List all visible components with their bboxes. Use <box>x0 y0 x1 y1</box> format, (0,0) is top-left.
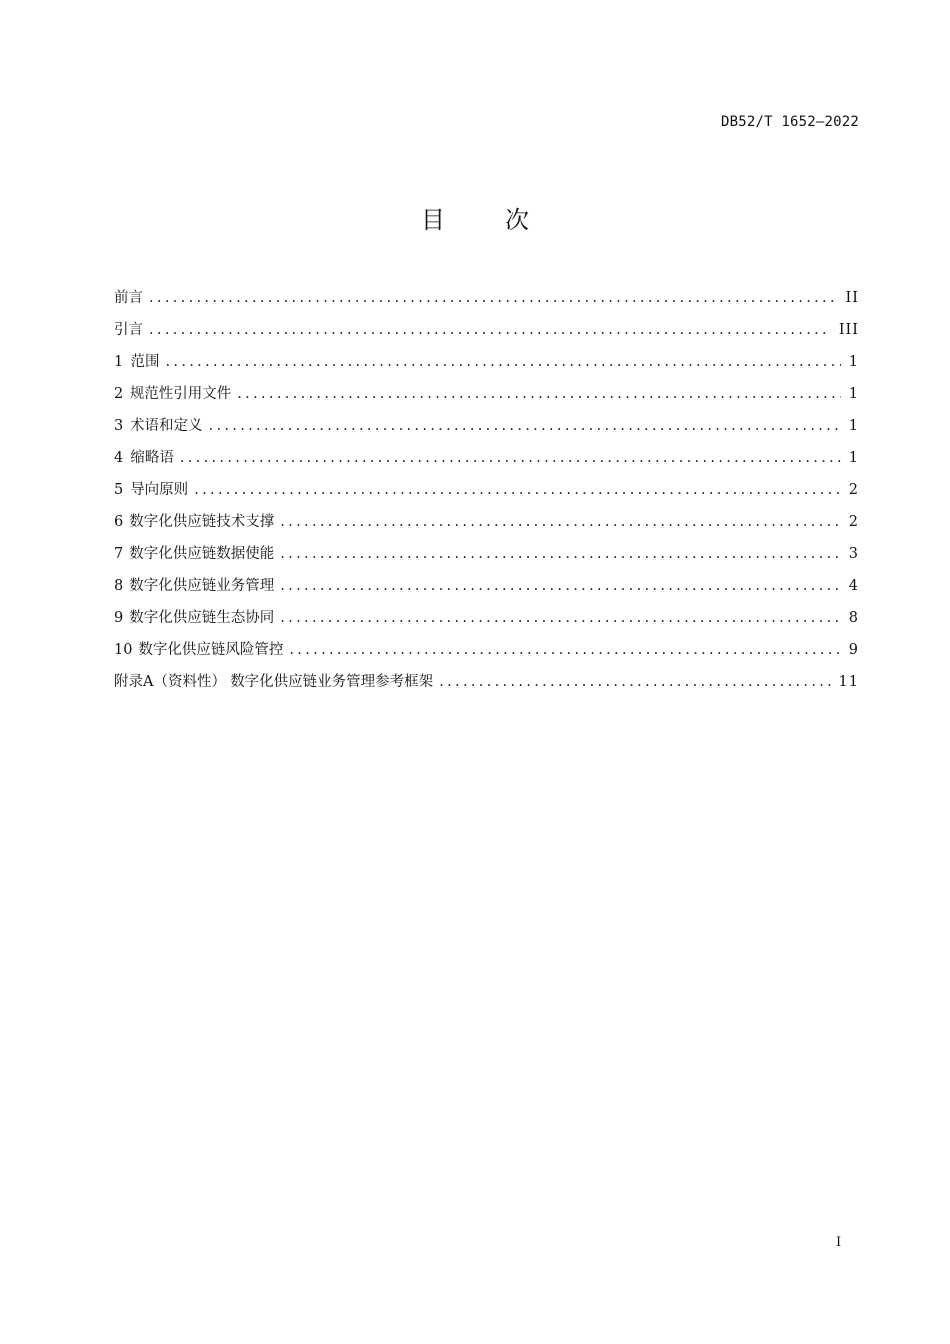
toc-entry-number: 8 <box>114 578 124 594</box>
toc-leader-dots <box>180 446 841 470</box>
toc-entry-label: 引言 <box>114 322 143 338</box>
toc-entry-introduction[interactable] <box>114 318 859 350</box>
toc-entry-8[interactable] <box>114 574 859 606</box>
toc-entry-label: 数字化供应链数据使能 <box>129 546 275 562</box>
toc-entry-page: III <box>838 322 859 338</box>
toc-entry-page: 1 <box>848 354 859 370</box>
toc-entry-page: 9 <box>848 642 859 658</box>
toc-entry-page: II <box>845 290 859 306</box>
toc-entry-label: 数字化供应链技术支撑 <box>129 514 275 530</box>
toc-entry-foreword[interactable] <box>114 286 859 318</box>
toc-entry-label: 数字化供应链生态协同 <box>129 610 275 626</box>
toc-entry-label: 数字化供应链业务管理 <box>129 578 275 594</box>
title-char-1: 目 <box>421 206 445 234</box>
toc-entry-5[interactable] <box>114 478 859 510</box>
toc-entry-number: 4 <box>114 450 124 466</box>
toc-entry-9[interactable] <box>114 606 859 638</box>
toc-entry-page: 11 <box>838 674 859 690</box>
toc-entry-page: 8 <box>848 610 859 626</box>
toc-entry-label: 缩略语 <box>130 450 174 466</box>
toc-leader-dots <box>439 670 830 694</box>
toc-entry-page: 2 <box>848 514 859 530</box>
toc-entry-number: 2 <box>114 386 124 402</box>
toc-entry-4[interactable] <box>114 446 859 478</box>
toc-leader-dots <box>280 574 841 598</box>
toc-entry-6[interactable] <box>114 510 859 542</box>
toc-entry-number: 1 <box>114 354 124 370</box>
toc-entry-1[interactable] <box>114 350 859 382</box>
toc-leader-dots <box>149 318 831 342</box>
toc-entry-label: 数字化供应链业务管理参考框架 <box>230 674 434 690</box>
toc-entry-10[interactable] <box>114 638 859 670</box>
toc-entry-page: 2 <box>848 482 859 498</box>
toc-leader-dots <box>280 542 841 566</box>
toc-entry-7[interactable] <box>114 542 859 574</box>
toc-entry-label: 术语和定义 <box>130 418 203 434</box>
toc-leader-dots <box>237 382 841 406</box>
page-number: I <box>836 1235 842 1250</box>
toc-entry-page: 1 <box>848 418 859 434</box>
toc-entry-label: 导向原则 <box>130 482 189 498</box>
toc-leader-dots <box>289 638 840 662</box>
toc-entry-page: 1 <box>848 450 859 466</box>
toc-leader-dots <box>149 286 838 310</box>
toc-leader-dots <box>280 510 841 534</box>
toc-entry-label: 规范性引用文件 <box>129 386 232 402</box>
toc-entry-2[interactable] <box>114 382 859 414</box>
toc-entry-number: 9 <box>114 610 124 626</box>
toc-entry-label: 数字化供应链风险管控 <box>138 642 284 658</box>
toc-list <box>114 286 859 702</box>
toc-entry-number: 3 <box>114 418 124 434</box>
toc-entry-number: 10 <box>114 642 133 658</box>
toc-entry-page: 1 <box>848 386 859 402</box>
toc-entry-number: 附录A（资料性） <box>114 674 226 690</box>
document-code: DB52/T 1652—2022 <box>720 114 859 130</box>
toc-entry-page: 3 <box>848 546 859 562</box>
toc-entry-number: 5 <box>114 482 124 498</box>
title-char-2: 次 <box>505 206 529 234</box>
toc-leader-dots <box>280 606 841 630</box>
toc-entry-page: 4 <box>848 578 859 594</box>
toc-leader-dots <box>166 350 841 374</box>
toc-entry-3[interactable] <box>114 414 859 446</box>
toc-entry-number: 6 <box>114 514 124 530</box>
toc-entry-label: 范围 <box>130 354 160 370</box>
page-title <box>0 200 950 235</box>
toc-entry-label: 前言 <box>114 290 143 306</box>
toc-leader-dots <box>209 414 841 438</box>
toc-entry-appendix-a[interactable] <box>114 670 859 702</box>
toc-leader-dots <box>194 478 841 502</box>
toc-entry-number: 7 <box>114 546 124 562</box>
